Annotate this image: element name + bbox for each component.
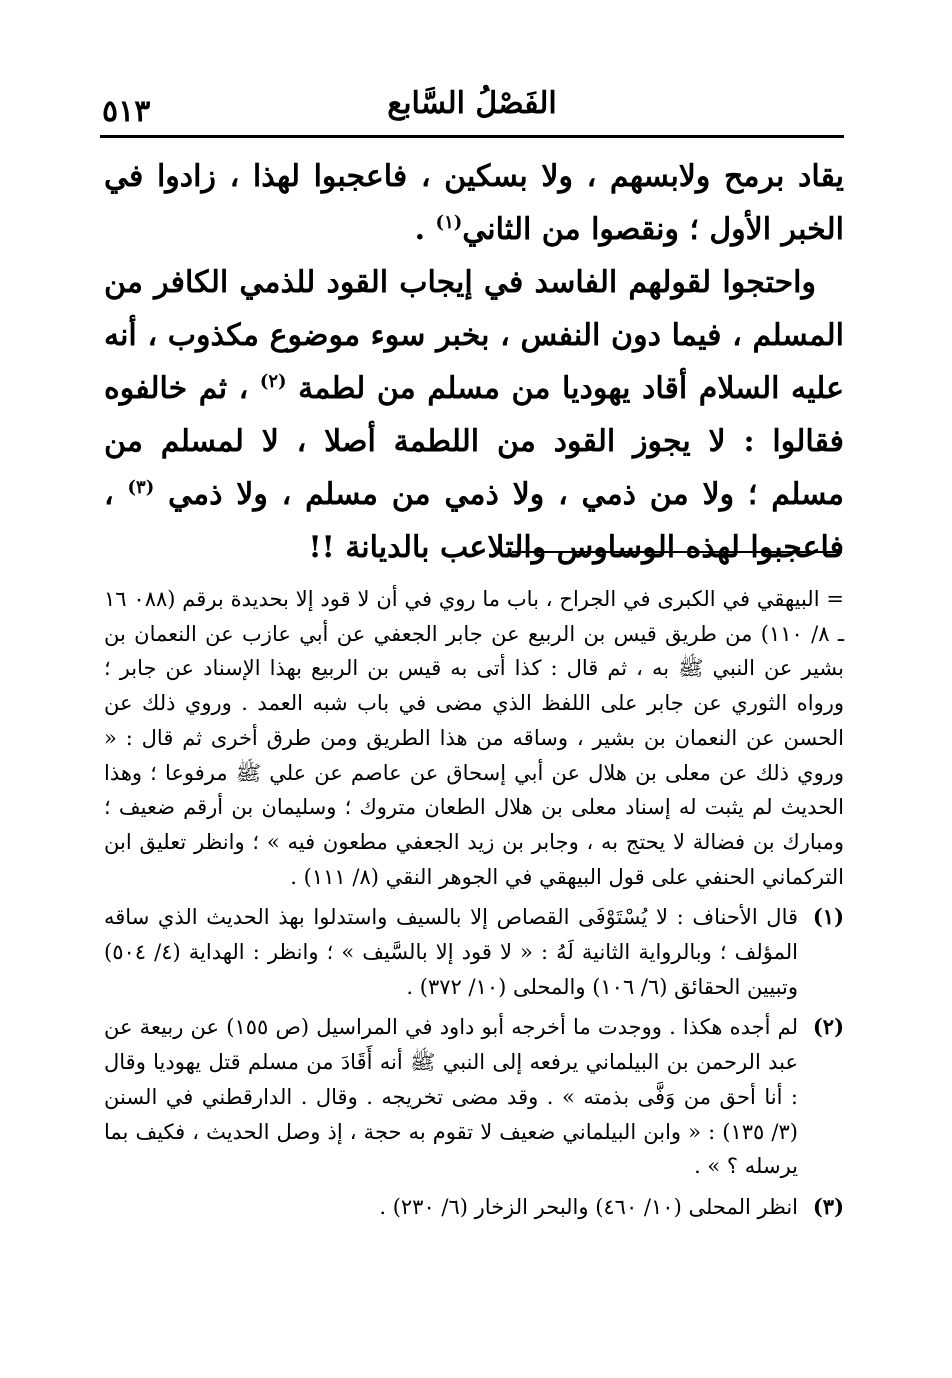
footnote-1	[104, 900, 844, 1004]
footnote-ref-2[interactable]: (٢)	[259, 371, 287, 392]
paragraph-2-part-a: واحتجوا لقولهم الفاسد في إيجاب القود للذمي الكافر من المسلم ، فيما دون النفس ، بخبر سوء موضوع مكذوب ، أنه عليه السلام أقاد يهوديا من مسلم من لطمة	[104, 265, 844, 406]
footnote-ref-3[interactable]: (٣)	[127, 477, 155, 498]
footnote-3-text: انظر المحلى (١٠/ ٤٦٠) والبحر الزخار (٦/ ٢٣٠) .	[379, 1194, 798, 1219]
page-number: ٥١٣	[102, 94, 151, 129]
footnote-1-number: (١)	[812, 904, 844, 930]
paragraph-2-part-c: ، فاعجبوا لهذه الوساوس والتلاعب بالديانة !!	[104, 477, 844, 565]
header-rule	[100, 135, 844, 138]
footnote-ref-1[interactable]: (١)	[435, 212, 463, 233]
footnote-3	[104, 1190, 844, 1225]
paragraph-2	[104, 256, 844, 574]
footnote-continuation: = البيهقي في الكبرى في الجراح ، باب ما روي في أن لا قود إلا بحديدة برقم (٠٨٨ ١٦ ـ ٨/ ١١٠) من طريق قيس بن الربيع عن جابر الجعفي عن أبي عازب عن النعمان بن بشير عن النبي ﷺ به ، ثم قال : كذا أتى به قيس بن الربيع بهذا الإسناد عن جابر ؛ ورواه الثوري عن جابر على اللفظ الذي مضى في باب شبه العمد . وروي ذلك عن الحسن عن النعمان بن بشير ، وساقه من هذا الطريق ومن طرق أخرى ثم قال : « وروي ذلك عن معلى بن هلال عن أبي إسحاق عن عاصم عن علي ﷺ مرفوعا ؛ وهذا الحديث لم يثبت له إسناد معلى بن هلال الطعان متروك ؛ وسليمان بن أرقم ضعيف ؛ ومبارك بن فضالة لا يحتج به ، وجابر بن زيد الجعفي مطعون فيه » ؛ وانظر تعليق ابن التركماني الحنفي على قول البيهقي في الجوهر النقي (٨/ ١١١) .	[104, 587, 844, 889]
footnote-3-number: (٣)	[812, 1193, 844, 1219]
footnote-2-number: (٢)	[812, 1014, 844, 1040]
footnote-separator	[512, 551, 842, 553]
footnote-2-text: لم أجده هكذا . ووجدت ما أخرجه أبو داود في المراسيل (ص ١٥٥) عن ربيعة عن عبد الرحمن بن البيلماني يرفعه إلى النبي ﷺ أنه أَقَادَ من مسلم قتل يهوديا وقال : أنا أحق من وَفَّى بذمته » . وقد مضى تخريجه . وقال . الدارقطني في السنن (٣/ ١٣٥) : « وابن البيلماني ضعيف لا تقوم به حجة ، إذ وصل الحديث ، فكيف بما يرسله ؟ » .	[104, 1015, 798, 1179]
footnote-2	[104, 1010, 844, 1184]
main-body-text	[104, 150, 844, 574]
paragraph-1-end: .	[414, 212, 436, 247]
footnote-1-text: قال الأحناف : لا يُسْتَوْفَى القصاص إلا بالسيف واستدلوا بهذ الحديث الذي ساقه المؤلف ؛ وبالرواية الثانية لَهُ : « لا قود إلا بالسَّيف » ؛ وانظر : الهداية (٤/ ٥٠٤) وتبيين الحقائق (٦/ ١٠٦) والمحلى (١٠/ ٣٧٢) .	[104, 905, 798, 999]
paragraph-1	[104, 150, 844, 256]
paragraph-1-text: يقاد برمح ولابسهم ، ولا بسكين ، فاعجبوا لهذا ، زادوا في الخبر الأول ؛ ونقصوا من الثاني	[104, 159, 845, 247]
chapter-title: الفَصْلُ السَّابع	[387, 86, 557, 121]
footnotes-section	[104, 582, 844, 1225]
paragraph-2-part-b: ، ثم خالفوه فقالوا : لا يجوز القود من اللطمة أصلا ، لا لمسلم من مسلم ؛ ولا من ذمي ، ولا ذمي من مسلم ، ولا ذمي	[104, 371, 844, 512]
page-header	[100, 80, 844, 138]
